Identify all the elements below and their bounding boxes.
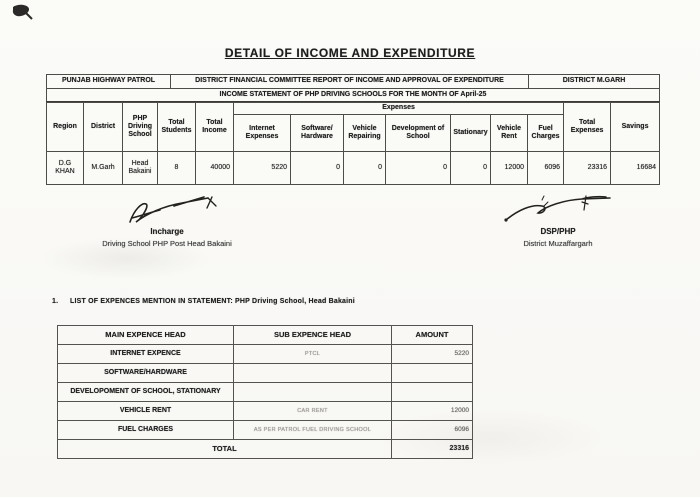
cell-district: M.Garh <box>84 152 123 185</box>
amount <box>392 383 473 402</box>
col-vehicle-repairing: Vehicle Repairing <box>344 115 386 152</box>
signature-org-dsp: District Muzaffargarh <box>523 239 593 248</box>
statement-data-row <box>47 152 660 185</box>
col-savings: Savings <box>611 103 660 152</box>
cell-total-students: 8 <box>158 152 196 185</box>
expenses-group-header: Expenses <box>234 103 564 115</box>
sub-head <box>234 383 392 402</box>
main-head: VEHICLE RENT <box>58 402 234 421</box>
total-label: TOTAL <box>58 440 392 459</box>
col-stationary: Stationary <box>451 115 491 152</box>
report-title: DISTRICT FINANCIAL COMMITTEE REPORT OF INCOME AND APPROVAL OF EXPENDITURE <box>171 75 529 89</box>
total-amount: 23316 <box>392 440 473 459</box>
sub-head: CAR RENT <box>234 402 392 421</box>
col-vehicle-rent: Vehicle Rent <box>491 115 528 152</box>
main-head: INTERNET EXPENCE <box>58 345 234 364</box>
statement-subtitle: INCOME STATEMENT OF PHP DRIVING SCHOOLS FOR THE MONTH OF April-25 <box>47 89 660 103</box>
expense-total-row <box>58 440 473 459</box>
amount <box>392 364 473 383</box>
col-main-expence-head: MAIN EXPENCE HEAD <box>58 326 234 345</box>
sub-head <box>234 364 392 383</box>
col-internet-expenses: Internet Expenses <box>234 115 291 152</box>
cell-vehicle-repairing: 0 <box>344 152 386 185</box>
signature-org-incharge: Driving School PHP Post Head Bakaini <box>102 239 232 248</box>
expense-list-heading <box>52 298 355 305</box>
cell-vehicle-rent: 12000 <box>491 152 528 185</box>
cell-savings: 16684 <box>611 152 660 185</box>
cell-stationary: 0 <box>451 152 491 185</box>
signature-block-dsp <box>468 194 648 248</box>
cell-total-expenses: 23316 <box>564 152 611 185</box>
signature-mark-dsp <box>498 194 618 226</box>
main-head: DEVELOPOMENT OF SCHOOL, STATIONARY <box>58 383 234 402</box>
col-total-students: Total Students <box>158 103 196 152</box>
amount: 5220 <box>392 345 473 364</box>
amount: 6096 <box>392 421 473 440</box>
amount: 12000 <box>392 402 473 421</box>
ink-corner-mark <box>11 3 33 21</box>
col-software-hardware: Software/ Hardware <box>291 115 344 152</box>
cell-development-of-school: 0 <box>386 152 451 185</box>
main-head: FUEL CHARGES <box>58 421 234 440</box>
col-total-expenses: Total Expenses <box>564 103 611 152</box>
signature-role-dsp: DSP/PHP <box>540 227 576 236</box>
col-district: District <box>84 103 123 152</box>
col-amount: AMOUNT <box>392 326 473 345</box>
list-heading-text: LIST OF EXPENCES MENTION IN STATEMENT: PHP Driving School, Head Bakaini <box>70 298 355 305</box>
col-fuel-charges: Fuel Charges <box>528 115 564 152</box>
cell-internet-expenses: 5220 <box>234 152 291 185</box>
document-title: DETAIL OF INCOME AND EXPENDITURE <box>224 46 476 60</box>
list-number: 1. <box>52 298 59 305</box>
expense-row-internet <box>58 345 473 364</box>
col-sub-expence-head: SUB EXPENCE HEAD <box>234 326 392 345</box>
cell-software-hardware: 0 <box>291 152 344 185</box>
district-name: DISTRICT M.GARH <box>529 75 660 89</box>
org-name: PUNJAB HIGHWAY PATROL <box>47 75 171 89</box>
sub-head: AS PER PATROL FUEL DRIVING SCHOOL <box>234 421 392 440</box>
statement-banner-table <box>46 74 660 103</box>
expense-row-fuel <box>58 421 473 440</box>
cell-fuel-charges: 6096 <box>528 152 564 185</box>
statement-grid <box>46 102 660 185</box>
signature-role-incharge: Incharge <box>150 227 184 236</box>
cell-school: Head Bakaini <box>123 152 158 185</box>
col-region: Region <box>47 103 84 152</box>
expense-row-software <box>58 364 473 383</box>
cell-total-income: 40000 <box>196 152 234 185</box>
signature-block-incharge <box>62 196 272 248</box>
cell-region: D.G KHAN <box>47 152 84 185</box>
expense-detail-table <box>57 325 472 459</box>
col-development-of-school: Development of School <box>386 115 451 152</box>
col-total-income: Total Income <box>196 103 234 152</box>
income-statement-table <box>46 74 659 185</box>
sub-head: PTCL <box>234 345 392 364</box>
col-school: PHP Driving School <box>123 103 158 152</box>
main-head: SOFTWARE/HARDWARE <box>58 364 234 383</box>
signature-mark-incharge <box>112 196 222 226</box>
expense-row-development <box>58 383 473 402</box>
expense-row-vehicle-rent <box>58 402 473 421</box>
